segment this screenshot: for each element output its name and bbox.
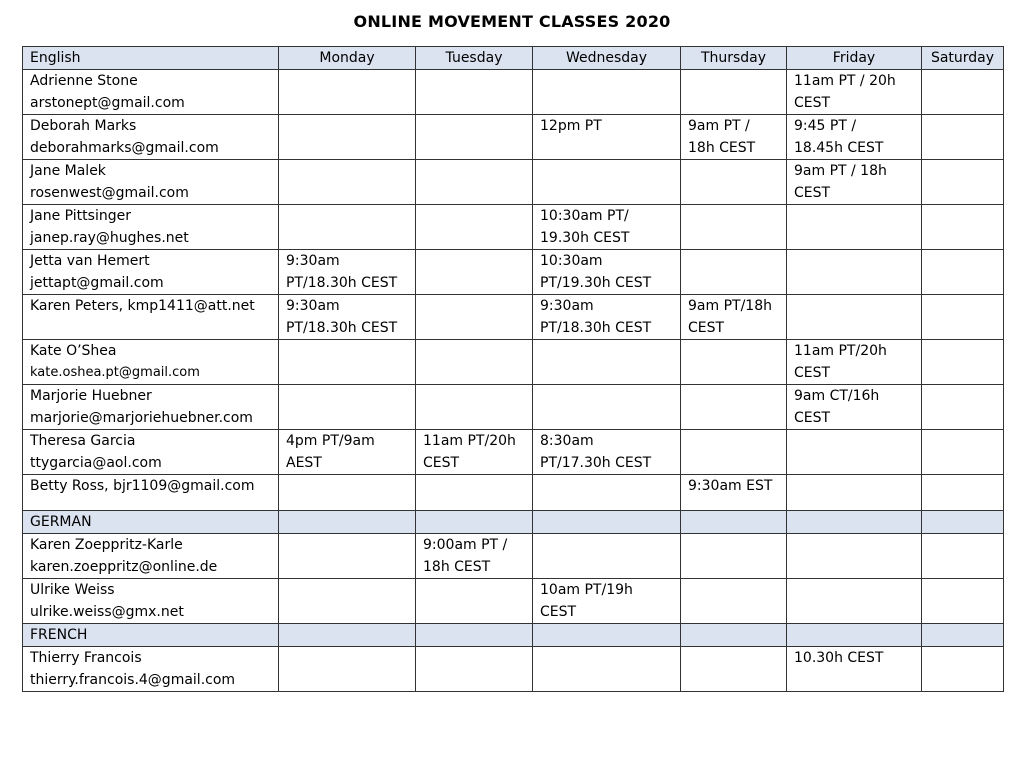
instructor-name: Karen Peters, kmp1411@att.net [30,298,255,314]
class-time-text: 18h CEST [423,559,491,575]
class-time-text: 10:30am [540,253,603,269]
instructor-email[interactable]: ttygarcia@aol.com [30,455,162,471]
class-time-cell [922,295,1004,340]
class-time-cell [787,534,922,579]
section-empty-cell [416,624,533,647]
class-time-cell [533,340,681,385]
class-time-text: PT/18.30h CEST [286,275,398,291]
class-time-cell [533,534,681,579]
column-header: Monday [279,47,416,70]
class-time-cell [279,250,416,295]
class-time-cell [681,385,787,430]
class-time-cell [533,250,681,295]
class-time-cell [416,115,533,160]
class-time-cell [681,205,787,250]
instructor-email[interactable]: arstonept@gmail.com [30,95,185,111]
class-time-text: 9:30am [286,298,340,314]
class-time-cell [533,475,681,511]
class-time-cell [922,205,1004,250]
class-time-text: 9am PT / 18h [794,163,887,179]
instructor-name: Theresa Garcia [30,433,136,449]
instructor-email[interactable]: deborahmarks@gmail.com [30,140,219,156]
class-time-cell [279,647,416,692]
class-time-cell [787,70,922,115]
class-time-cell [787,160,922,205]
class-time-text: 9am PT/18h [688,298,772,314]
class-time-text: PT/18.30h CEST [540,320,652,336]
class-time-cell [416,250,533,295]
class-time-cell [922,475,1004,511]
instructor-email[interactable]: thierry.francois.4@gmail.com [30,672,236,688]
class-time-text: 10am PT/19h [540,582,633,598]
class-time-text: AEST [286,455,322,471]
class-time-cell [416,579,533,624]
class-time-text: 12pm PT [540,118,602,134]
class-time-cell [922,534,1004,579]
class-time-cell [279,475,416,511]
class-time-cell [922,160,1004,205]
class-time-text: 9:00am PT / [423,537,508,553]
class-time-cell [922,115,1004,160]
class-time-cell [416,385,533,430]
column-header: English [23,47,279,70]
section-empty-cell [279,511,416,534]
class-time-text: 9am PT / [688,118,750,134]
section-empty-cell [279,624,416,647]
class-time-cell [787,205,922,250]
class-time-cell [787,430,922,475]
instructor-name: Jane Pittsinger [30,208,131,224]
table-row [23,205,1004,250]
class-time-cell [681,250,787,295]
class-time-cell [416,430,533,475]
class-time-text: 9:30am [540,298,594,314]
instructor-cell [23,385,279,430]
class-time-cell [681,534,787,579]
section-empty-cell [787,511,922,534]
class-time-text: 9:45 PT / [794,118,857,134]
class-time-cell [922,340,1004,385]
class-time-cell [533,70,681,115]
column-header: Thursday [681,47,787,70]
instructor-email[interactable]: marjorie@marjoriehuebner.com [30,410,253,426]
section-empty-cell [681,511,787,534]
class-time-text: 19.30h CEST [540,230,630,246]
table-row [23,647,1004,692]
class-time-cell [279,340,416,385]
class-time-cell [533,205,681,250]
class-time-cell [279,205,416,250]
class-time-text: 9:30am [286,253,340,269]
instructor-email[interactable]: jettapt@gmail.com [30,275,164,291]
class-time-text: CEST [794,185,831,201]
instructor-cell [23,579,279,624]
instructor-name: Ulrike Weiss [30,582,115,598]
instructor-cell [23,340,279,385]
instructor-cell [23,295,279,340]
class-time-text: CEST [423,455,460,471]
class-time-cell [279,160,416,205]
class-time-cell [279,534,416,579]
table-row [23,250,1004,295]
instructor-name: Deborah Marks [30,118,137,134]
column-header: Tuesday [416,47,533,70]
schedule-table [22,46,1004,692]
class-time-cell [416,647,533,692]
class-time-text: CEST [794,365,831,381]
instructor-name: Kate O’Shea [30,343,117,359]
class-time-cell [922,579,1004,624]
class-time-text: 9am CT/16h [794,388,880,404]
column-header: Wednesday [533,47,681,70]
class-time-cell [681,70,787,115]
class-time-text: 9:30am EST [688,478,773,494]
table-row [23,430,1004,475]
instructor-name: Karen Zoeppritz-Karle [30,537,183,553]
class-time-text: CEST [540,604,577,620]
instructor-email[interactable]: karen.zoeppritz@online.de [30,559,218,575]
instructor-email[interactable]: ulrike.weiss@gmx.net [30,604,184,620]
instructor-cell [23,160,279,205]
table-row [23,295,1004,340]
class-time-cell [416,160,533,205]
instructor-cell [23,115,279,160]
class-time-cell [279,385,416,430]
instructor-cell [23,475,279,511]
class-time-text: 10:30am PT/ [540,208,629,224]
class-time-cell [922,430,1004,475]
class-time-cell [416,475,533,511]
class-time-cell [922,385,1004,430]
instructor-email[interactable]: janep.ray@hughes.net [30,230,189,246]
section-empty-cell [416,511,533,534]
instructor-cell [23,647,279,692]
class-time-cell [922,250,1004,295]
class-time-cell [416,205,533,250]
class-time-cell [787,250,922,295]
class-time-cell [533,647,681,692]
class-time-cell [279,70,416,115]
class-time-cell [416,534,533,579]
class-time-cell [279,295,416,340]
table-row [23,160,1004,205]
class-time-cell [681,579,787,624]
class-time-cell [681,647,787,692]
section-empty-cell [533,511,681,534]
class-time-cell [416,295,533,340]
class-time-cell [787,385,922,430]
instructor-cell [23,250,279,295]
class-time-cell [681,160,787,205]
class-time-text: 11am PT/20h [423,433,516,449]
table-row [23,340,1004,385]
class-time-text: CEST [794,410,831,426]
section-empty-cell [533,624,681,647]
class-time-cell [416,340,533,385]
column-header: Friday [787,47,922,70]
class-time-cell [681,115,787,160]
class-time-text: 18.45h CEST [794,140,884,156]
class-time-cell [533,385,681,430]
instructor-name: Thierry Francois [30,650,142,666]
class-time-cell [787,115,922,160]
section-label: FRENCH [23,624,279,647]
instructor-name: Marjorie Huebner [30,388,152,404]
section-header-row [23,624,1004,647]
instructor-name: Jetta van Hemert [30,253,150,269]
instructor-cell [23,205,279,250]
column-header: Saturday [922,47,1004,70]
instructor-cell [23,534,279,579]
class-time-cell [279,430,416,475]
class-time-text: 4pm PT/9am [286,433,375,449]
instructor-name: Jane Malek [30,163,106,179]
class-time-cell [787,647,922,692]
class-time-cell [681,430,787,475]
header-row [23,47,1004,70]
class-time-text: CEST [794,95,831,111]
class-time-text: PT/17.30h CEST [540,455,652,471]
class-time-cell [279,579,416,624]
class-time-text: PT/18.30h CEST [286,320,398,336]
instructor-cell [23,430,279,475]
class-time-cell [787,340,922,385]
table-row [23,115,1004,160]
class-time-text: 11am PT/20h [794,343,887,359]
class-time-cell [787,579,922,624]
table-row [23,70,1004,115]
instructor-email[interactable]: kate.oshea.pt@gmail.com [30,365,200,380]
class-time-text: 10.30h CEST [794,650,884,666]
table-row [23,579,1004,624]
class-time-cell [533,295,681,340]
class-time-cell [681,340,787,385]
instructor-cell [23,70,279,115]
section-empty-cell [787,624,922,647]
class-time-cell [416,70,533,115]
instructor-email[interactable]: rosenwest@gmail.com [30,185,189,201]
table-row [23,385,1004,430]
section-label: GERMAN [23,511,279,534]
table-row [23,475,1004,511]
section-empty-cell [922,624,1004,647]
class-time-text: CEST [688,320,725,336]
section-empty-cell [922,511,1004,534]
class-time-cell [922,70,1004,115]
class-time-cell [681,475,787,511]
instructor-name: Betty Ross, bjr1109@gmail.com [30,478,255,494]
class-time-cell [787,475,922,511]
section-header-row [23,511,1004,534]
class-time-cell [681,295,787,340]
class-time-cell [279,115,416,160]
class-time-text: 8:30am [540,433,594,449]
class-time-cell [533,115,681,160]
class-time-text: PT/19.30h CEST [540,275,652,291]
class-time-cell [922,647,1004,692]
page-title: ONLINE MOVEMENT CLASSES 2020 [353,12,671,31]
class-time-text: 18h CEST [688,140,756,156]
class-time-cell [533,579,681,624]
table-row [23,534,1004,579]
class-time-cell [533,160,681,205]
class-time-cell [787,295,922,340]
class-time-cell [533,430,681,475]
instructor-name: Adrienne Stone [30,73,138,89]
section-empty-cell [681,624,787,647]
class-time-text: 11am PT / 20h [794,73,896,89]
